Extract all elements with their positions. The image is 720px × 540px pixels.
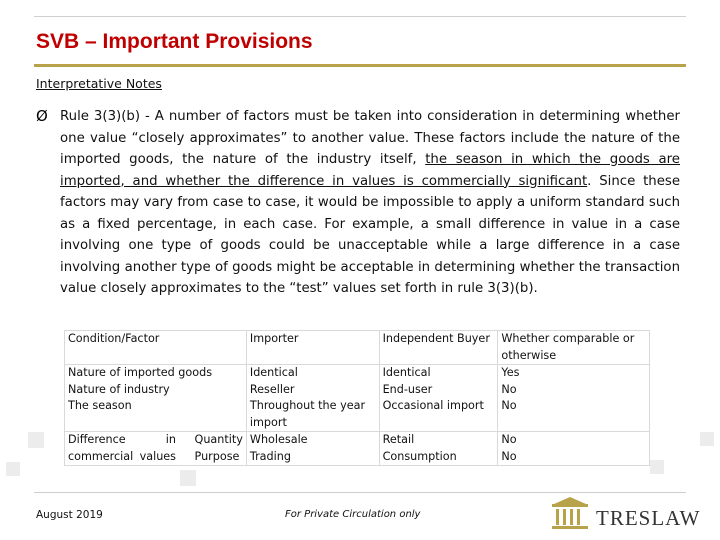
paragraph-text: . Since these factors may vary from case to case, it would be impossible to apply a uniform standard such as a fixed percentage, in each case. For example, a small difference in value in a case involving one type of goods could be unacceptable while a large difference in a case involving another type of goods might be acceptable in determining whether the transaction value closely approximates to the “test” values set forth in rule 3(3)(b).: [60, 173, 681, 296]
table-cell: [379, 365, 498, 432]
table-cell: [65, 365, 247, 432]
table-row: [65, 432, 650, 466]
table-cell: [498, 432, 650, 466]
cell-line: No: [501, 399, 517, 412]
factor-split: [68, 432, 243, 465]
cell-line: Throughout the year import: [249, 399, 366, 429]
decorative-square: [180, 470, 196, 486]
bottom-divider: [34, 492, 686, 493]
paragraph-text: Rule 3(3)(b) - A number of factors must be taken into consideration in determining whether one value “closely approximates” to another value. These factors include the nature of the imported goods, the nature of the industry itself,: [60, 109, 680, 167]
cell-line: Reseller: [249, 382, 295, 396]
cell-line: Wholesale: [249, 433, 308, 446]
cell-line: Difference in commercial values: [68, 433, 176, 463]
footer-date: August 2019: [36, 509, 103, 521]
decorative-square: [6, 462, 20, 476]
cell-line: Nature of industry: [68, 382, 170, 396]
bullet-arrow-icon: Ø: [36, 107, 48, 125]
header-cell: Condition/Factor: [65, 331, 247, 365]
cell-line: End-user: [382, 382, 433, 396]
cell-line: Purpose: [194, 449, 240, 463]
header-cell: Independent Buyer: [379, 331, 498, 365]
cell-line: Identical: [249, 366, 298, 379]
factor-subitems: [195, 432, 243, 465]
table-row: [65, 365, 650, 432]
footer-note: For Private Circulation only: [285, 509, 421, 520]
decorative-square: [700, 432, 714, 446]
top-divider: [34, 16, 686, 17]
cell-line: Nature of imported goods: [68, 366, 213, 379]
cell-line: No: [501, 449, 517, 463]
cell-line: Retail: [382, 433, 415, 446]
brand-name: TRESLAW: [596, 506, 701, 530]
header-cell: Whether comparable or otherwise: [498, 331, 650, 365]
header-cell: Importer: [246, 331, 379, 365]
cell-line: Quantity: [194, 433, 243, 446]
slide-title: SVB – Important Provisions: [36, 30, 313, 53]
paragraph-underlined-text: the season in which the goods are imported, and whether the difference in values is commercially significant: [60, 152, 680, 189]
cell-line: Yes: [501, 366, 520, 379]
cell-line: Trading: [249, 449, 291, 463]
cell-line: Occasional import: [382, 399, 484, 412]
cell-line: Identical: [382, 366, 431, 379]
cell-line: Consumption: [382, 449, 457, 463]
title-underline: [34, 64, 686, 67]
table-cell: [498, 365, 650, 432]
table-header-row: [65, 331, 650, 365]
table-cell: [65, 432, 247, 466]
table-cell: [246, 432, 379, 466]
cell-line: No: [501, 382, 517, 396]
subheading: Interpretative Notes: [36, 76, 162, 91]
table-cell: [379, 432, 498, 466]
cell-line: No: [501, 433, 517, 446]
cell-line: The season: [68, 399, 132, 412]
provisions-table: [64, 330, 650, 466]
rule-paragraph: [60, 106, 680, 300]
decorative-square: [28, 432, 44, 448]
decorative-square: [650, 460, 664, 474]
table-cell: [246, 365, 379, 432]
